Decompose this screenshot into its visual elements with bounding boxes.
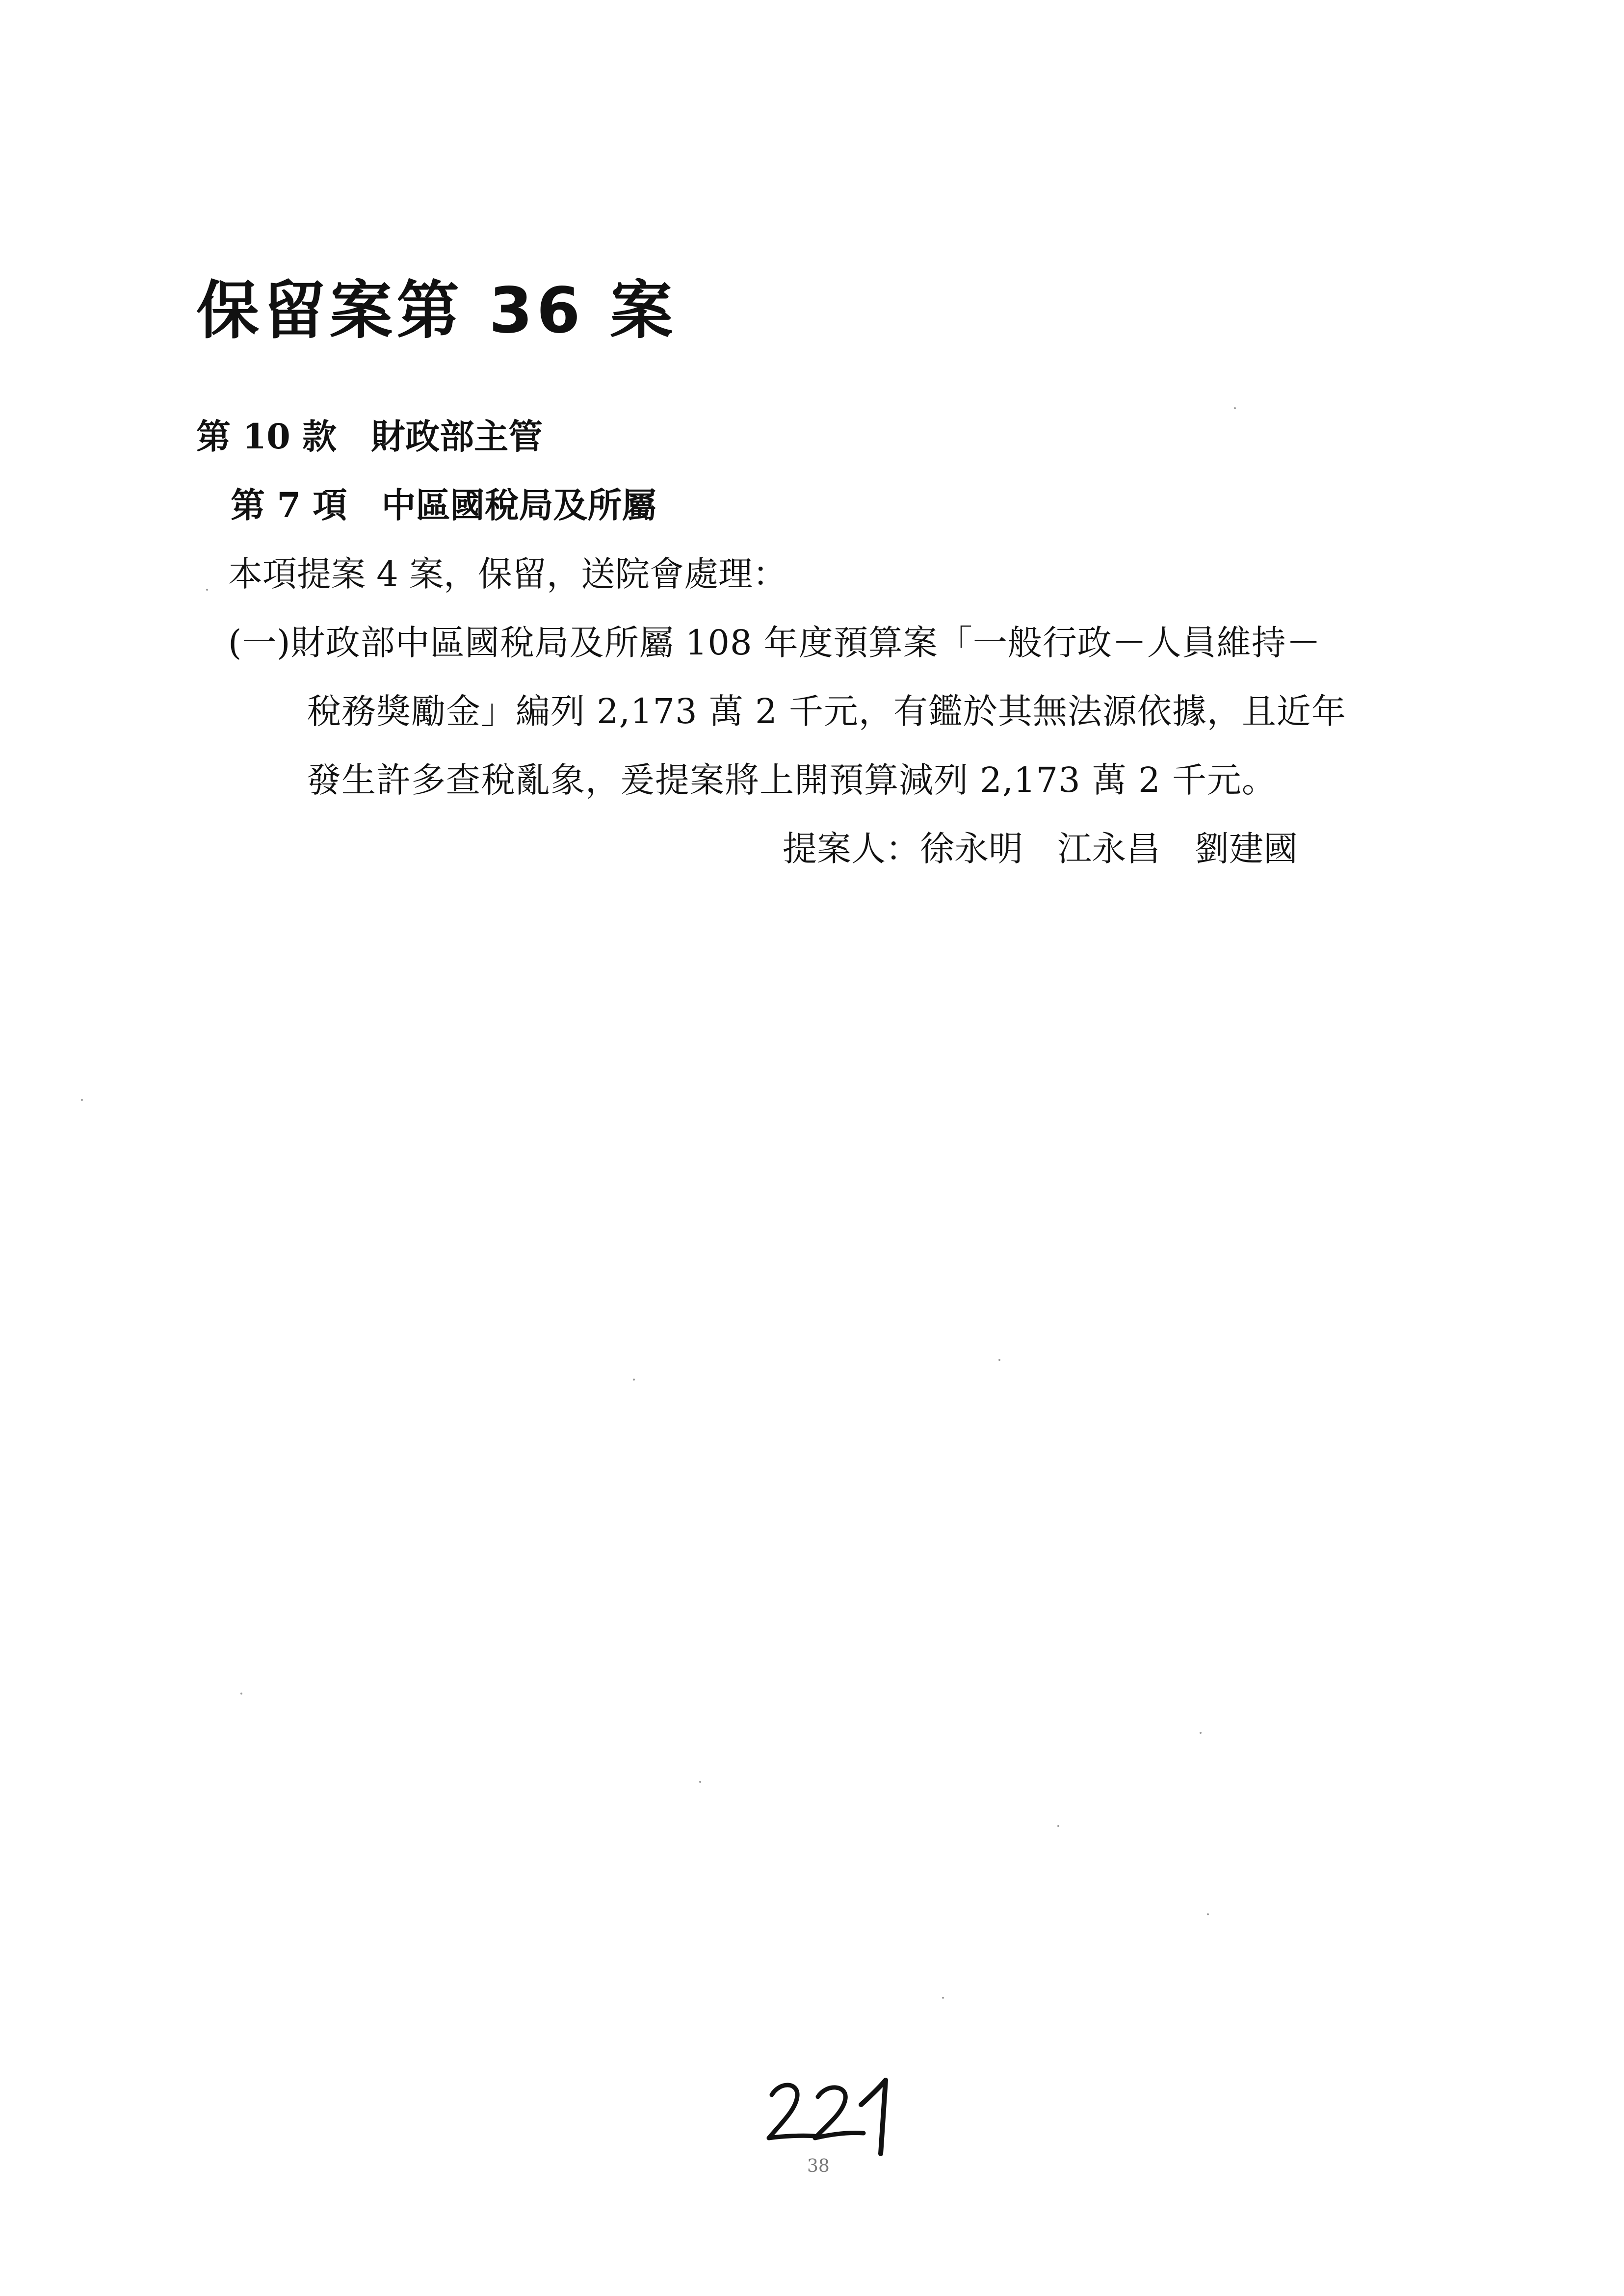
scan-speck: [81, 1099, 83, 1101]
proposer-line: [783, 829, 1298, 869]
intro-text: 本項提案 4 案，保留，送院會處理：: [228, 554, 787, 594]
proposer-label: 提案人：: [783, 829, 920, 869]
scan-speck: [942, 1997, 944, 1999]
proposal-item-line: 發生許多查稅亂象，爰提案將上開預算減列 2,173 萬 2 千元。: [307, 760, 1277, 800]
proposal-item-line: (一)財政部中區國稅局及所屬 108 年度預算案「一般行政－人員維持－: [228, 623, 1321, 663]
scan-speck: [1200, 1732, 1202, 1734]
section-xiang-heading: [231, 485, 656, 525]
handwritten-page-number: [763, 2075, 895, 2159]
proposer-name: 徐永明: [920, 829, 1023, 869]
xiang-name: 中區國稅局及所屬: [381, 485, 656, 525]
xiang-number: 第 7 項: [231, 485, 347, 525]
proposal-item-line: 稅務獎勵金」編列 2,173 萬 2 千元，有鑑於其無法源依據，且近年: [307, 691, 1346, 731]
scan-speck: [240, 1693, 242, 1695]
scan-speck: [1057, 1825, 1059, 1827]
kuan-number: 第 10 款: [196, 416, 337, 457]
scan-speck: [206, 589, 208, 591]
proposer-name: 劉建國: [1195, 829, 1298, 869]
proposer-name: 江永昌: [1057, 829, 1160, 869]
scan-speck: [633, 1379, 635, 1381]
scan-speck: [1234, 407, 1236, 409]
page-number: 38: [807, 2156, 830, 2176]
scan-speck: [998, 1359, 1000, 1361]
scan-speck: [1207, 1913, 1209, 1915]
page-title: 保留案第 36 案: [196, 274, 677, 347]
section-kuan-heading: [196, 416, 543, 457]
scan-speck: [699, 1781, 701, 1783]
kuan-name: 財政部主管: [371, 416, 543, 457]
